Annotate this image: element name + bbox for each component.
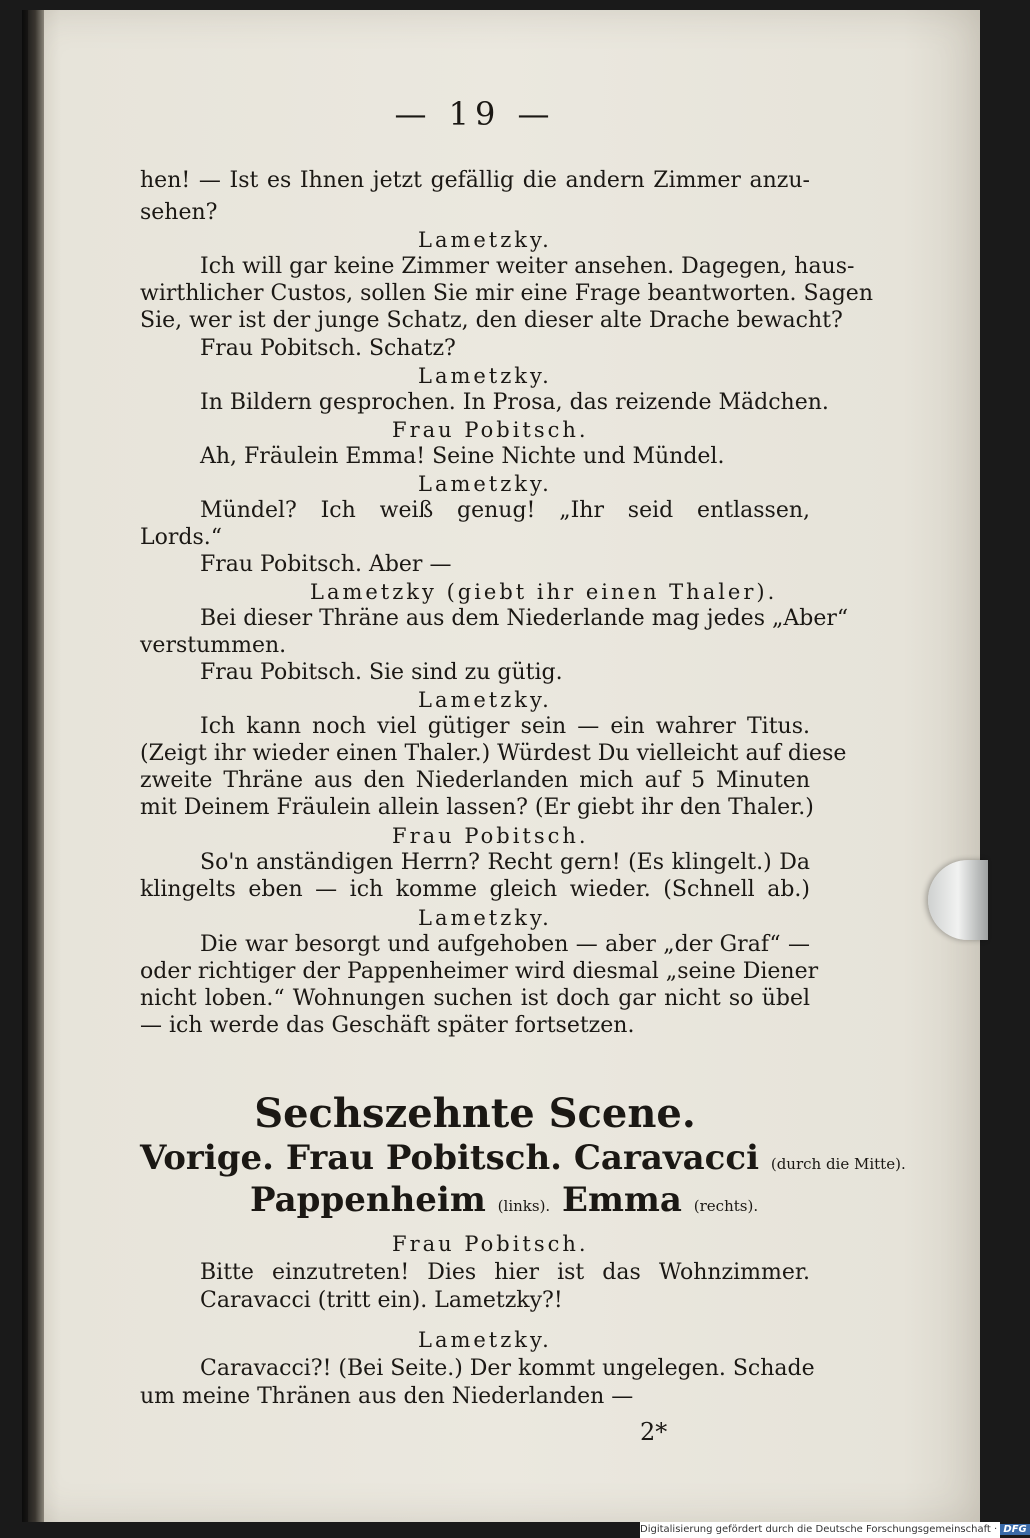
text-line: — ich werde das Geschäft später fortsetzen. [140,1013,635,1038]
text-line: verstummen. [140,633,287,658]
speaker-name: Frau Pobitsch. [392,418,589,442]
text-line: wirthlicher Custos, sollen Sie mir eine Frage beantworten. Sagen [140,281,873,306]
text-line: nicht loben.“ Wohnungen suchen ist doch gar nicht so übel [140,986,810,1011]
text-line: Caravacci?! (Bei Seite.) Der kommt ungelegen. Schade [200,1356,815,1381]
text-line: Caravacci (tritt ein). Lametzky?! [200,1288,563,1313]
book-page [22,10,980,1522]
scene-cast-line: Vorige. Frau Pobitsch. Caravacci (durch die Mitte). [140,1138,906,1178]
speaker-name: Lametzky. [418,472,552,496]
text-line: klingelts eben — ich komme gleich wieder. (Schnell ab.) [140,877,810,902]
text-line: In Bildern gesprochen. In Prosa, das reizende Mädchen. [200,390,829,415]
scene-title: Sechszehnte Scene. [254,1090,696,1137]
page-number: — 19 — [394,95,556,133]
text-line: Mündel? Ich weiß genug! „Ihr seid entlassen, [200,498,810,523]
text-line: Lords.“ [140,525,222,550]
speaker-name: Frau Pobitsch. [392,824,589,848]
text-line: zweite Thräne aus den Niederlanden mich auf 5 Minuten [140,768,810,793]
speaker-name: Lametzky. [418,364,552,388]
speaker-name: Lametzky. [418,1328,552,1352]
text-line: So'n anständigen Herrn? Recht gern! (Es klingelt.) Da [200,850,810,875]
speaker-name: Lametzky. [418,906,552,930]
text-line: (Zeigt ihr wieder einen Thaler.) Würdest Du vielleicht auf diese [140,741,847,766]
text-line: Die war besorgt und aufgehoben — aber „der Graf“ — [200,932,810,957]
book-spine [22,10,44,1522]
speaker-name: Lametzky (giebt ihr einen Thaler). [310,580,778,604]
text-line: Frau Pobitsch. Sie sind zu gütig. [200,660,563,685]
text-line: Frau Pobitsch. Aber — [200,552,452,577]
signature-mark: 2* [640,1418,668,1446]
text-line: Ich kann noch viel gütiger sein — ein wahrer Titus. [200,714,810,739]
text-line: oder richtiger der Pappenheimer wird diesmal „seine Diener [140,959,819,984]
text-line: Bei dieser Thräne aus dem Niederlande mag jedes „Aber“ [200,606,849,631]
text-line: um meine Thränen aus den Niederlanden — [140,1384,634,1409]
speaker-name: Frau Pobitsch. [392,1232,589,1256]
text-line: mit Deinem Fräulein allein lassen? (Er giebt ihr den Thaler.) [140,795,814,820]
dfg-logo: DFG [1000,1524,1029,1535]
text-line: Ich will gar keine Zimmer weiter ansehen. Dagegen, haus- [200,254,855,279]
footer-credit: Digitalisierung gefördert durch die Deutsche Forschungsgemeinschaft · DFG [640,1522,1000,1538]
text-line: Bitte einzutreten! Dies hier ist das Wohnzimmer. [200,1260,810,1285]
speaker-name: Lametzky. [418,688,552,712]
text-line: sehen? [140,200,218,225]
text-line: Sie, wer ist der junge Schatz, den dieser alte Drache bewacht? [140,308,843,333]
text-line: hen! — Ist es Ihnen jetzt gefällig die andern Zimmer anzu- [140,168,810,193]
speaker-name: Lametzky. [418,228,552,252]
text-line: Frau Pobitsch. Schatz? [200,336,456,361]
text-line: Ah, Fräulein Emma! Seine Nichte und Mündel. [200,444,725,469]
scene-cast-line: Pappenheim (links). Emma (rechts). [250,1180,759,1220]
